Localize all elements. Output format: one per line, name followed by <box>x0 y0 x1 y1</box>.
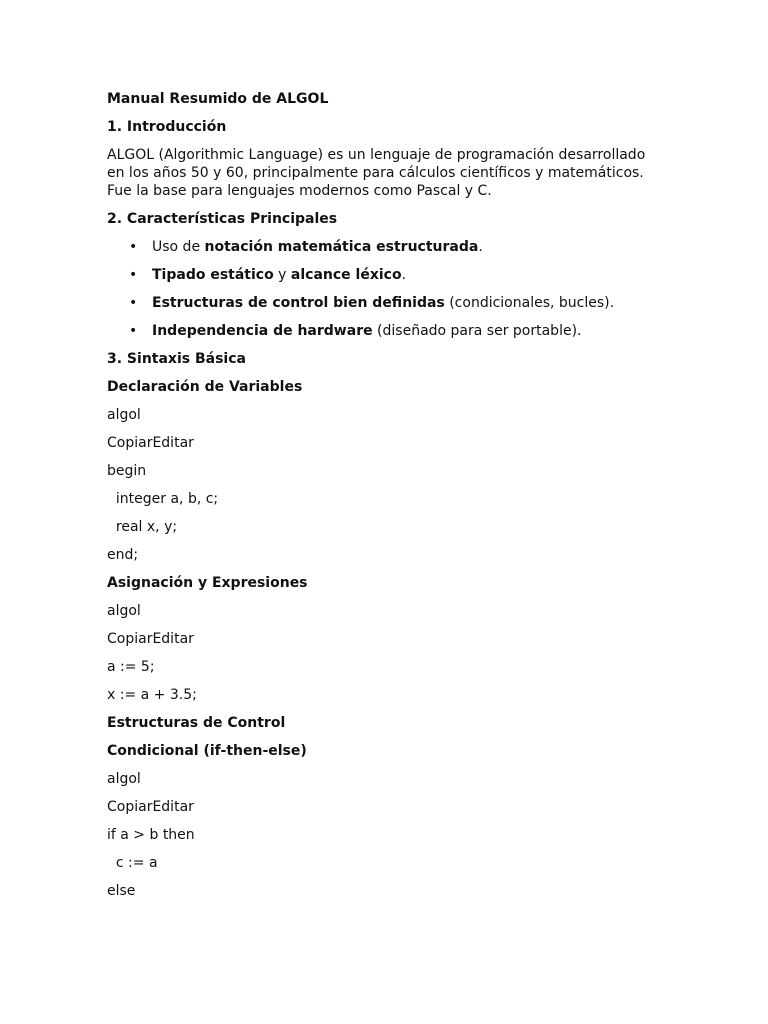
feature-item <box>107 238 667 256</box>
section-1-body: ALGOL (Algorithmic Language) es un lenguaje de programación desarrollado en los años 50 y 60, principalmente para cálculos científicos y matemáticos. Fue la base para lenguajes modernos como Pascal y C. <box>107 147 646 199</box>
document-content <box>107 90 667 910</box>
code-language-label: algol <box>107 771 141 787</box>
copy-edit-label: CopiarEditar <box>107 631 194 647</box>
control-structures-heading: Estructuras de Control <box>107 715 286 731</box>
feature-text: Uso de <box>152 239 205 255</box>
feature-text: (diseñado para ser portable). <box>372 323 582 339</box>
feature-emphasis: alcance léxico <box>290 267 402 283</box>
document-title: Manual Resumido de ALGOL <box>107 91 329 107</box>
code-line: if a > b then <box>107 827 195 843</box>
feature-emphasis: Tipado estático <box>152 267 274 283</box>
conditional-heading: Condicional (if-then-else) <box>107 743 307 759</box>
feature-text: (condicionales, bucles). <box>444 295 615 311</box>
bullet-icon: • <box>129 239 138 255</box>
feature-emphasis: Independencia de hardware <box>152 323 373 339</box>
features-list <box>107 238 667 340</box>
code-line: else <box>107 883 136 899</box>
section-3-heading: 3. Sintaxis Básica <box>107 351 246 367</box>
feature-emphasis: notación matemática estructurada <box>204 239 479 255</box>
feature-text: . <box>401 267 407 283</box>
assignment-heading: Asignación y Expresiones <box>107 575 308 591</box>
bullet-icon: • <box>129 295 138 311</box>
feature-item <box>107 294 667 312</box>
feature-item <box>107 322 667 340</box>
code-line: real x, y; <box>107 519 178 535</box>
declaration-heading: Declaración de Variables <box>107 379 303 395</box>
feature-text: y <box>273 267 291 283</box>
code-language-label: algol <box>107 603 141 619</box>
code-line: integer a, b, c; <box>107 491 219 507</box>
code-line: a := 5; <box>107 659 155 675</box>
code-language-label: algol <box>107 407 141 423</box>
section-2-heading: 2. Características Principales <box>107 211 338 227</box>
feature-item <box>107 266 667 284</box>
feature-emphasis: Estructuras de control bien definidas <box>152 295 445 311</box>
code-line: x := a + 3.5; <box>107 687 197 703</box>
code-line: begin <box>107 463 147 479</box>
bullet-icon: • <box>129 323 138 339</box>
copy-edit-label: CopiarEditar <box>107 435 194 451</box>
code-line: c := a <box>107 855 158 871</box>
bullet-icon: • <box>129 267 138 283</box>
feature-text: . <box>478 239 483 255</box>
code-line: end; <box>107 547 139 563</box>
section-1-heading: 1. Introducción <box>107 119 227 135</box>
copy-edit-label: CopiarEditar <box>107 799 194 815</box>
